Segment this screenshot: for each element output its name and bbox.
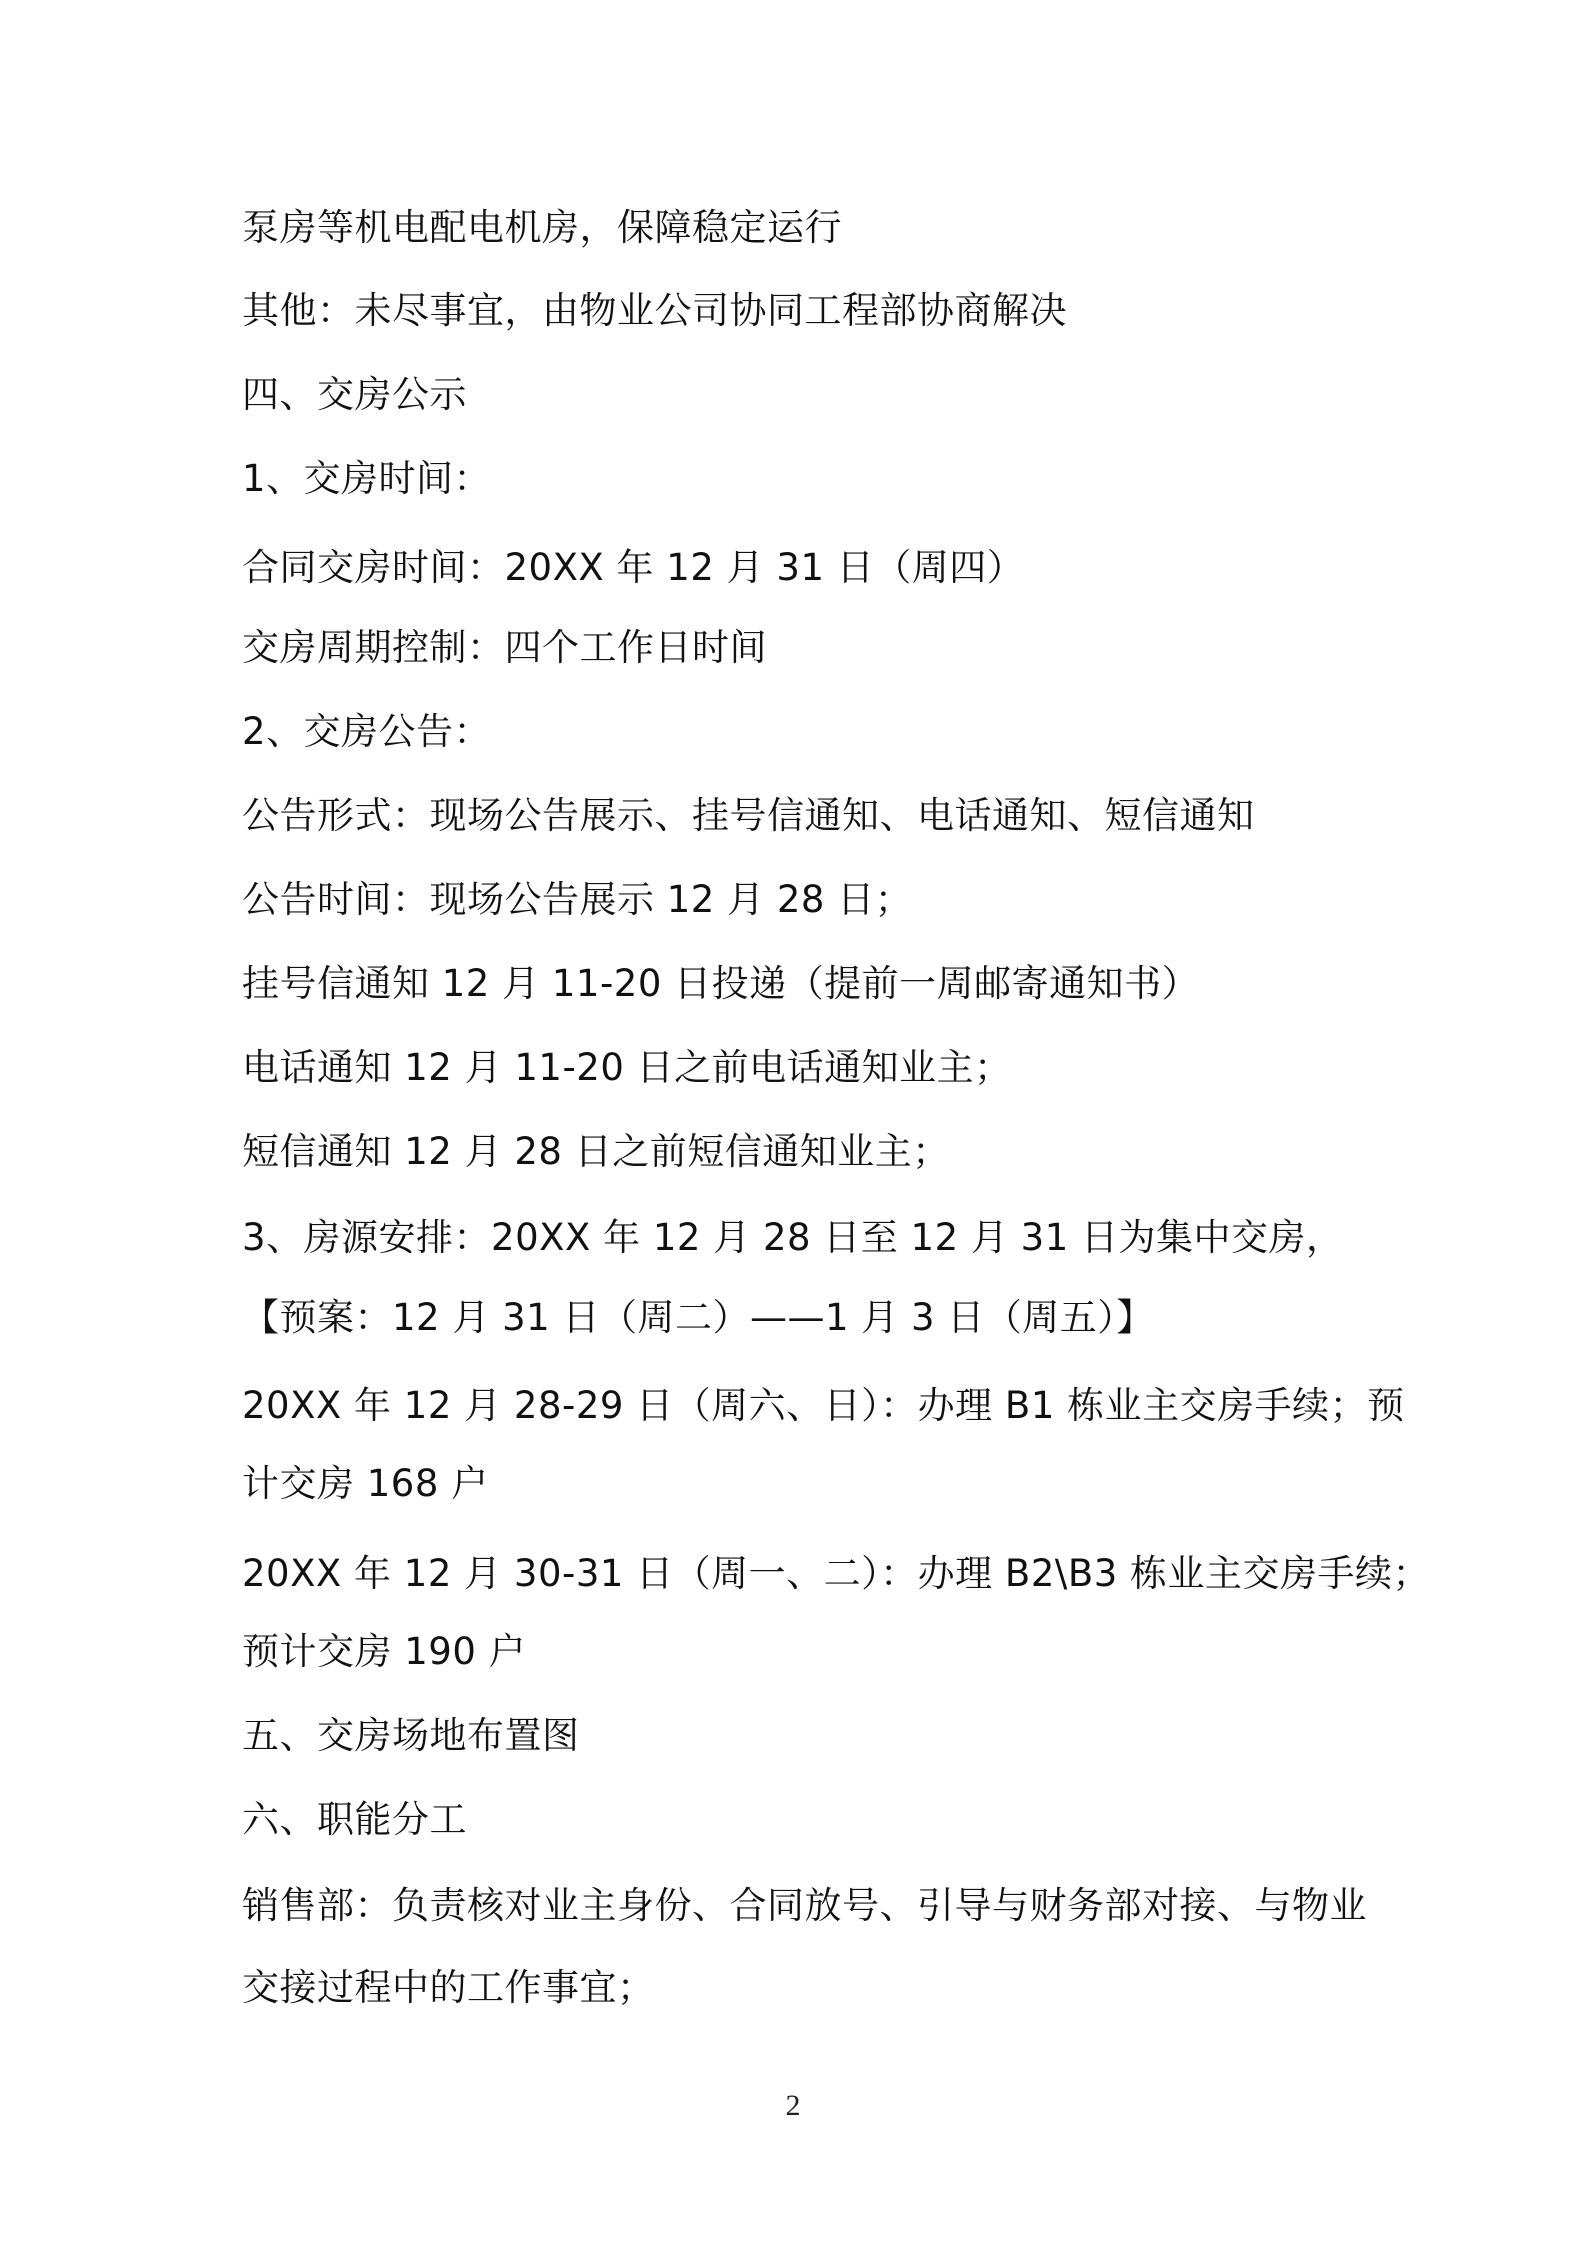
text-line: 短信通知 12 月 28 日之前短信通知业主； — [242, 1130, 950, 1173]
section-heading: 五、交房场地布置图 — [242, 1714, 580, 1757]
section-heading: 六、职能分工 — [242, 1798, 467, 1841]
subsection-heading: 1、交房时间： — [242, 457, 492, 500]
subsection-heading: 2、交房公告： — [242, 710, 492, 753]
text-line: 公告时间：现场公告展示 12 月 28 日； — [242, 878, 913, 921]
text-line: 合同交房时间：20XX 年 12 月 31 日（周四） — [242, 546, 1025, 589]
text-line: 销售部：负责核对业主身份、合同放号、引导与财务部对接、与物业 — [242, 1884, 1367, 1927]
text-line: 计交房 168 户 — [242, 1462, 489, 1505]
text-line: 其他：未尽事宜，由物业公司协同工程部协商解决 — [242, 289, 1067, 332]
section-heading: 四、交房公示 — [242, 373, 467, 416]
page-number: 2 — [785, 2089, 801, 2122]
text-line: 【预案：12 月 31 日（周二）——1 月 3 日（周五）】 — [242, 1296, 1154, 1339]
text-line: 预计交房 190 户 — [242, 1630, 527, 1673]
text-line: 泵房等机电配电机房，保障稳定运行 — [242, 206, 842, 249]
text-line: 电话通知 12 月 11-20 日之前电话通知业主； — [242, 1046, 1012, 1089]
text-line: 交房周期控制：四个工作日时间 — [242, 626, 767, 669]
text-line: 交接过程中的工作事宜； — [242, 1966, 655, 2009]
text-line: 20XX 年 12 月 30-31 日（周一、二）：办理 B2\B3 栋业主交房手续； — [242, 1552, 1431, 1595]
text-line: 公告形式：现场公告展示、挂号信通知、电话通知、短信通知 — [242, 794, 1255, 837]
text-line: 挂号信通知 12 月 11-20 日投递（提前一周邮寄通知书） — [242, 962, 1200, 1005]
text-line: 3、房源安排：20XX 年 12 月 28 日至 12 月 31 日为集中交房， — [242, 1216, 1344, 1259]
text-line: 20XX 年 12 月 28-29 日（周六、日）：办理 B1 栋业主交房手续；预 — [242, 1384, 1405, 1427]
